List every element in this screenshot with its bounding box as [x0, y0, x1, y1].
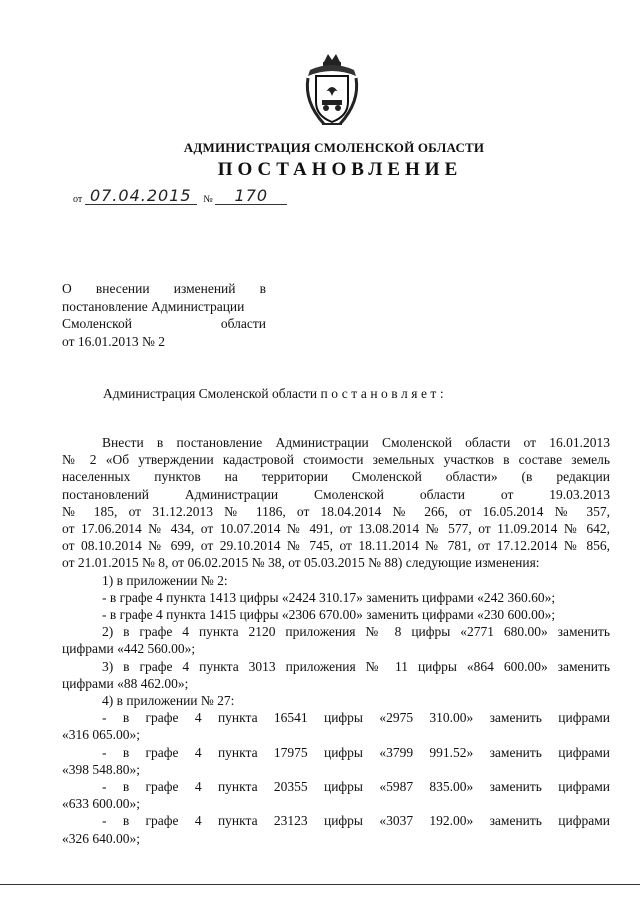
coat-of-arms-emblem [302, 52, 362, 130]
list-item: - в графе 4 пункта 1415 цифры «2306 670.00» заменить цифрами «230 600.00»; [102, 607, 556, 623]
list-item: «326 640.00»; [62, 830, 141, 846]
list-item: - в графе 4 пункта 1413 цифры «2424 310.17» заменить цифрами «242 360.60»; [102, 589, 556, 605]
list-item: - в графе 4 пункта 23123 цифры «3037 192.00» заменить цифрами [102, 813, 610, 829]
list-item: цифрами «88 462.00»; [62, 675, 189, 691]
subject-line: от 16.01.2013 № 2 [62, 333, 165, 349]
list-item: цифрами «442 560.00»; [62, 641, 196, 657]
body-line: от 08.10.2014 № 699, от 29.10.2014 № 745, от 18.11.2014 № 781, от 17.12.2014 № 856, [62, 538, 610, 554]
body-line: № 2 «Об утверждении кадастровой стоимости земельных участков в составе земель [62, 452, 610, 468]
body-line: от 17.06.2014 № 434, от 10.07.2014 № 491, от 13.08.2014 № 577, от 11.09.2014 № 642, [62, 521, 610, 537]
subject-block [62, 280, 266, 350]
number-prefix: № [203, 194, 213, 205]
list-item: «398 548.80»; [62, 761, 141, 777]
list-item: - в графе 4 пункта 17975 цифры «3799 991.52» заменить цифрами [102, 744, 610, 760]
decree-statement [103, 386, 447, 402]
list-item: - в графе 4 пункта 16541 цифры «2975 310.00» заменить цифрами [102, 710, 610, 726]
list-item: «633 600.00»; [62, 796, 141, 812]
date-prefix: от [73, 194, 83, 205]
document-body [62, 434, 610, 847]
list-item: «316 065.00»; [62, 727, 141, 743]
body-line: Внести в постановление Администрации Смоленской области от 16.01.2013 [102, 435, 610, 450]
subject-line: постановление Администрации [62, 298, 245, 314]
subject-line: О внесении изменений в [62, 281, 266, 296]
decree-verb: постановляет: [320, 386, 448, 401]
body-line: № 185, от 31.12.2013 № 1186, от 18.04.2014 № 266, от 16.05.2014 № 357, [62, 503, 610, 519]
body-line: от 21.01.2015 № 8, от 06.02.2015 № 38, от 05.03.2015 № 88) следующие изменения: [62, 555, 540, 571]
handwritten-date: 07.04.2015 [85, 188, 197, 205]
list-item: 3) в графе 4 пункта 3013 приложения № 11 цифры «864 600.00» заменить [102, 658, 610, 674]
handwritten-number: 170 [215, 188, 287, 205]
subject-line: Смоленской области [62, 316, 266, 331]
organization-name: АДМИНИСТРАЦИЯ СМОЛЕНСКОЙ ОБЛАСТИ [183, 140, 485, 155]
list-item: 4) в приложении № 27: [102, 693, 235, 709]
body-line: населенных пунктов на территории Смоленской области» (в редакции [62, 469, 610, 485]
list-item: 1) в приложении № 2: [102, 572, 228, 588]
list-item: - в графе 4 пункта 20355 цифры «5987 835.00» заменить цифрами [102, 779, 610, 795]
list-item: 2) в графе 4 пункта 2120 приложения № 8 цифры «2771 680.00» заменить [102, 624, 610, 640]
scan-bottom-edge [0, 884, 640, 885]
date-number-line [73, 188, 287, 205]
body-line: постановлений Администрации Смоленской области от 19.03.2013 [62, 486, 610, 502]
document-type-title: ПОСТАНОВЛЕНИЕ [217, 159, 463, 180]
decree-prefix: Администрация Смоленской области [103, 386, 318, 401]
